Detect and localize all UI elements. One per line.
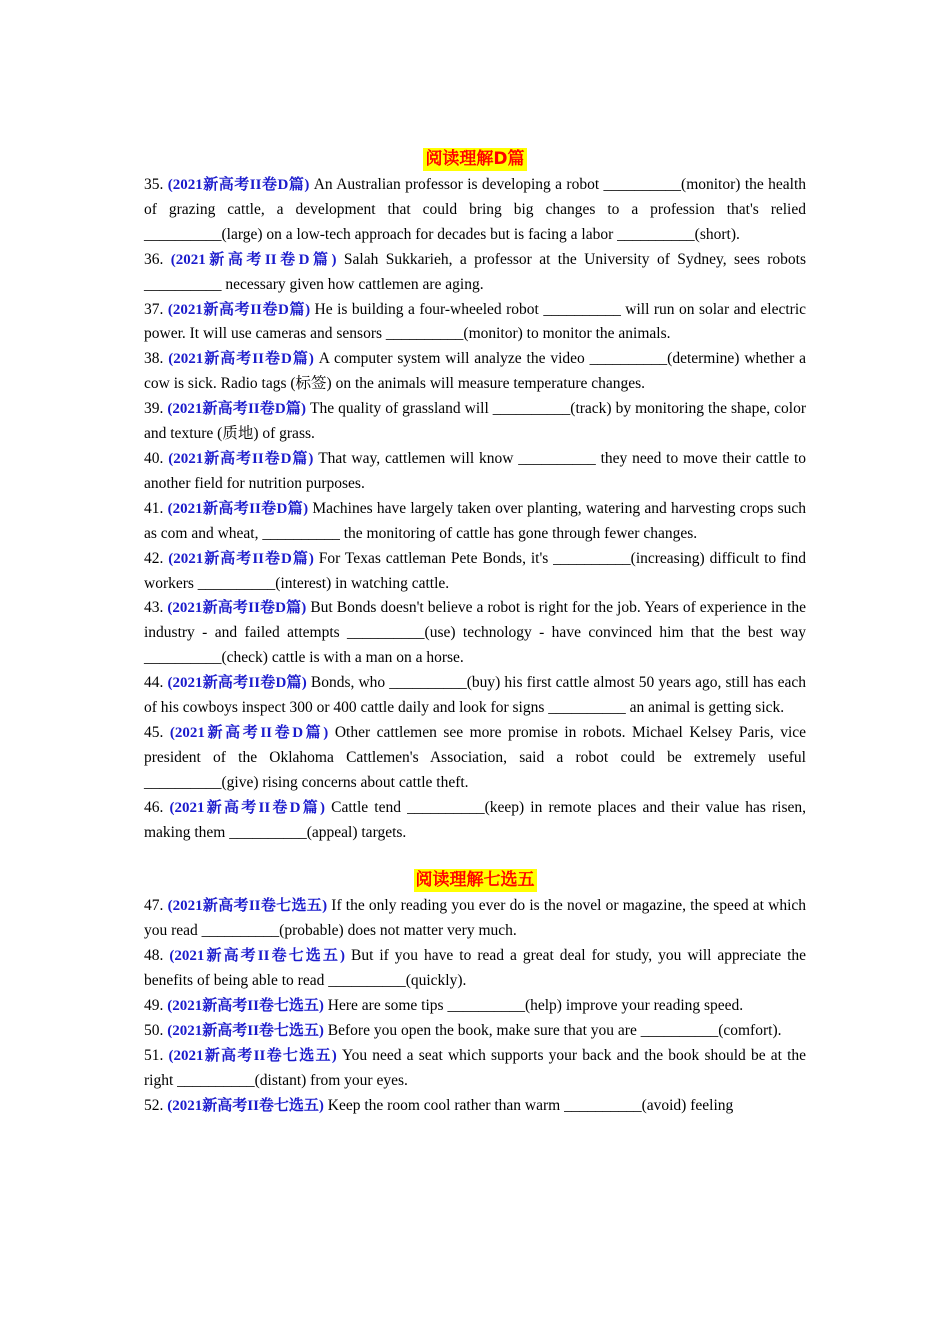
question-number: 49. bbox=[144, 997, 164, 1015]
question-37 bbox=[144, 298, 806, 348]
question-source: (2021新高考II卷D篇) bbox=[167, 177, 310, 193]
question-number: 46. bbox=[144, 798, 164, 816]
question-source: (2021新高考II卷D篇) bbox=[167, 301, 311, 318]
question-source: (2021新高考II卷D篇) bbox=[168, 450, 314, 467]
question-number: 42. bbox=[144, 549, 164, 567]
question-50 bbox=[144, 1019, 806, 1044]
question-46 bbox=[144, 796, 806, 846]
question-source: (2021新高考II卷D篇) bbox=[169, 724, 329, 741]
question-source: (2021新高考II卷D篇) bbox=[167, 500, 309, 517]
question-44 bbox=[144, 671, 806, 721]
question-text: The quality of grassland will __________(track) by monitoring the shape, color and texture (质地) of grass. bbox=[144, 400, 806, 443]
question-number: 40. bbox=[144, 449, 164, 467]
question-text: Before you open the book, make sure that you are __________(comfort). bbox=[327, 1022, 782, 1039]
question-49 bbox=[144, 994, 806, 1019]
question-text: Salah Sukkarieh, a professor at the University of Sydney, sees robots __________ necessary given how cattlemen are aging. bbox=[144, 250, 807, 293]
question-text: For Texas cattleman Pete Bonds, it's __________(increasing) difficult to find workers __________(interest) in watching cattle. bbox=[144, 549, 807, 592]
question-source: (2021新高考II卷D篇) bbox=[169, 799, 325, 816]
question-text: Machines have largely taken over planting, watering and harvesting crops such as com and wheat, __________ the monitoring of cattle has gone through fewer changes. bbox=[144, 499, 807, 542]
question-number: 48. bbox=[144, 947, 164, 965]
question-number: 43. bbox=[144, 599, 164, 617]
question-text: If the only reading you ever do is the novel or magazine, the speed at which you read __________(probable) does not matter very much. bbox=[144, 897, 807, 940]
question-source: (2021新高考II卷D篇) bbox=[167, 401, 306, 418]
question-text: That way, cattlemen will know __________ they need to move their cattle to another field for nutrition purposes. bbox=[144, 449, 807, 492]
question-52 bbox=[144, 1094, 806, 1119]
question-number: 45. bbox=[144, 723, 164, 741]
question-text: He is building a four-wheeled robot __________ will run on solar and electric power. It will use cameras and sensors __________(monitor) to monitor the animals. bbox=[144, 300, 807, 343]
question-text: Keep the room cool rather than warm __________(avoid) feeling bbox=[327, 1096, 734, 1114]
section-spacer bbox=[144, 845, 806, 869]
question-source: (2021新高考II卷D篇) bbox=[167, 675, 307, 692]
question-40 bbox=[144, 447, 806, 497]
question-number: 50. bbox=[144, 1022, 164, 1039]
question-source: (2021新高考II卷七选五) bbox=[167, 898, 328, 915]
question-source: (2021新高考II卷D篇) bbox=[168, 550, 314, 567]
question-text: An Australian professor is developing a robot __________(monitor) the health of grazing cattle, a development that could bring big changes to a profession that's relied __________(large) on a low-tech approach for decades but is facing a labor __________(short). bbox=[144, 176, 807, 243]
question-source: (2021新高考II卷七选五) bbox=[167, 1023, 324, 1039]
question-source: (2021新高考II卷七选五) bbox=[169, 948, 345, 965]
question-45 bbox=[144, 721, 806, 796]
question-48 bbox=[144, 944, 806, 994]
question-source: (2021新高考II卷D篇) bbox=[170, 251, 337, 268]
question-number: 44. bbox=[144, 674, 164, 692]
question-43 bbox=[144, 596, 806, 671]
section-reading-d bbox=[144, 148, 806, 845]
question-text: You need a seat which supports your back and the book should be at the right __________(distant) from your eyes. bbox=[144, 1046, 807, 1089]
question-number: 38. bbox=[144, 350, 164, 368]
question-text: A computer system will analyze the video __________(determine) whether a cow is sick. Radio tags (标签) on the animals will measure temperature changes. bbox=[144, 350, 807, 393]
question-number: 51. bbox=[144, 1046, 164, 1064]
question-text: Cattle tend __________(keep) in remote places and their value has risen, making them __________(appeal) targets. bbox=[144, 798, 806, 841]
question-35 bbox=[144, 173, 806, 248]
question-source: (2021新高考II卷D篇) bbox=[168, 351, 314, 368]
question-source: (2021新高考II卷七选五) bbox=[167, 1097, 324, 1114]
question-text: Here are some tips __________(help) improve your reading speed. bbox=[327, 997, 744, 1015]
question-number: 41. bbox=[144, 499, 164, 517]
document-page bbox=[144, 148, 806, 1119]
section-title: 阅读理解七选五 bbox=[415, 870, 535, 891]
question-number: 39. bbox=[144, 400, 164, 418]
question-number: 36. bbox=[144, 250, 164, 268]
question-source: (2021新高考II卷D篇) bbox=[167, 600, 307, 617]
question-source: (2021新高考II卷七选五) bbox=[167, 998, 324, 1015]
question-number: 47. bbox=[144, 897, 164, 915]
question-text: Other cattlemen see more promise in robots. Michael Kelsey Paris, vice president of the Oklahoma Cattlemen's Association, said a robot could be extremely useful __________(give) rising concerns about cattle theft. bbox=[144, 723, 807, 791]
question-number: 37. bbox=[144, 300, 164, 318]
question-source: (2021新高考II卷七选五) bbox=[168, 1047, 337, 1064]
question-36 bbox=[144, 248, 806, 298]
question-39 bbox=[144, 397, 806, 447]
section-reading-seven-choose-five bbox=[144, 869, 806, 1118]
question-number: 35. bbox=[144, 176, 164, 193]
section-title: 阅读理解D篇 bbox=[425, 149, 525, 169]
question-text: But if you have to read a great deal for study, you will appreciate the benefits of being able to read __________(quickly). bbox=[144, 947, 807, 990]
question-text: Bonds, who __________(buy) his first cattle almost 50 years ago, still has each of his cowboys inspect 300 or 400 cattle daily and look for signs __________ an animal is getting sick. bbox=[144, 674, 807, 717]
question-51 bbox=[144, 1044, 806, 1094]
question-41 bbox=[144, 497, 806, 547]
question-47 bbox=[144, 894, 806, 944]
question-text: But Bonds doesn't believe a robot is right for the job. Years of experience in the industry - and failed attempts __________(use) technology - have convinced him that the best way __________(check) cattle is with a man on a horse. bbox=[144, 599, 807, 667]
question-42 bbox=[144, 547, 806, 597]
question-number: 52. bbox=[144, 1096, 164, 1114]
question-38 bbox=[144, 347, 806, 397]
